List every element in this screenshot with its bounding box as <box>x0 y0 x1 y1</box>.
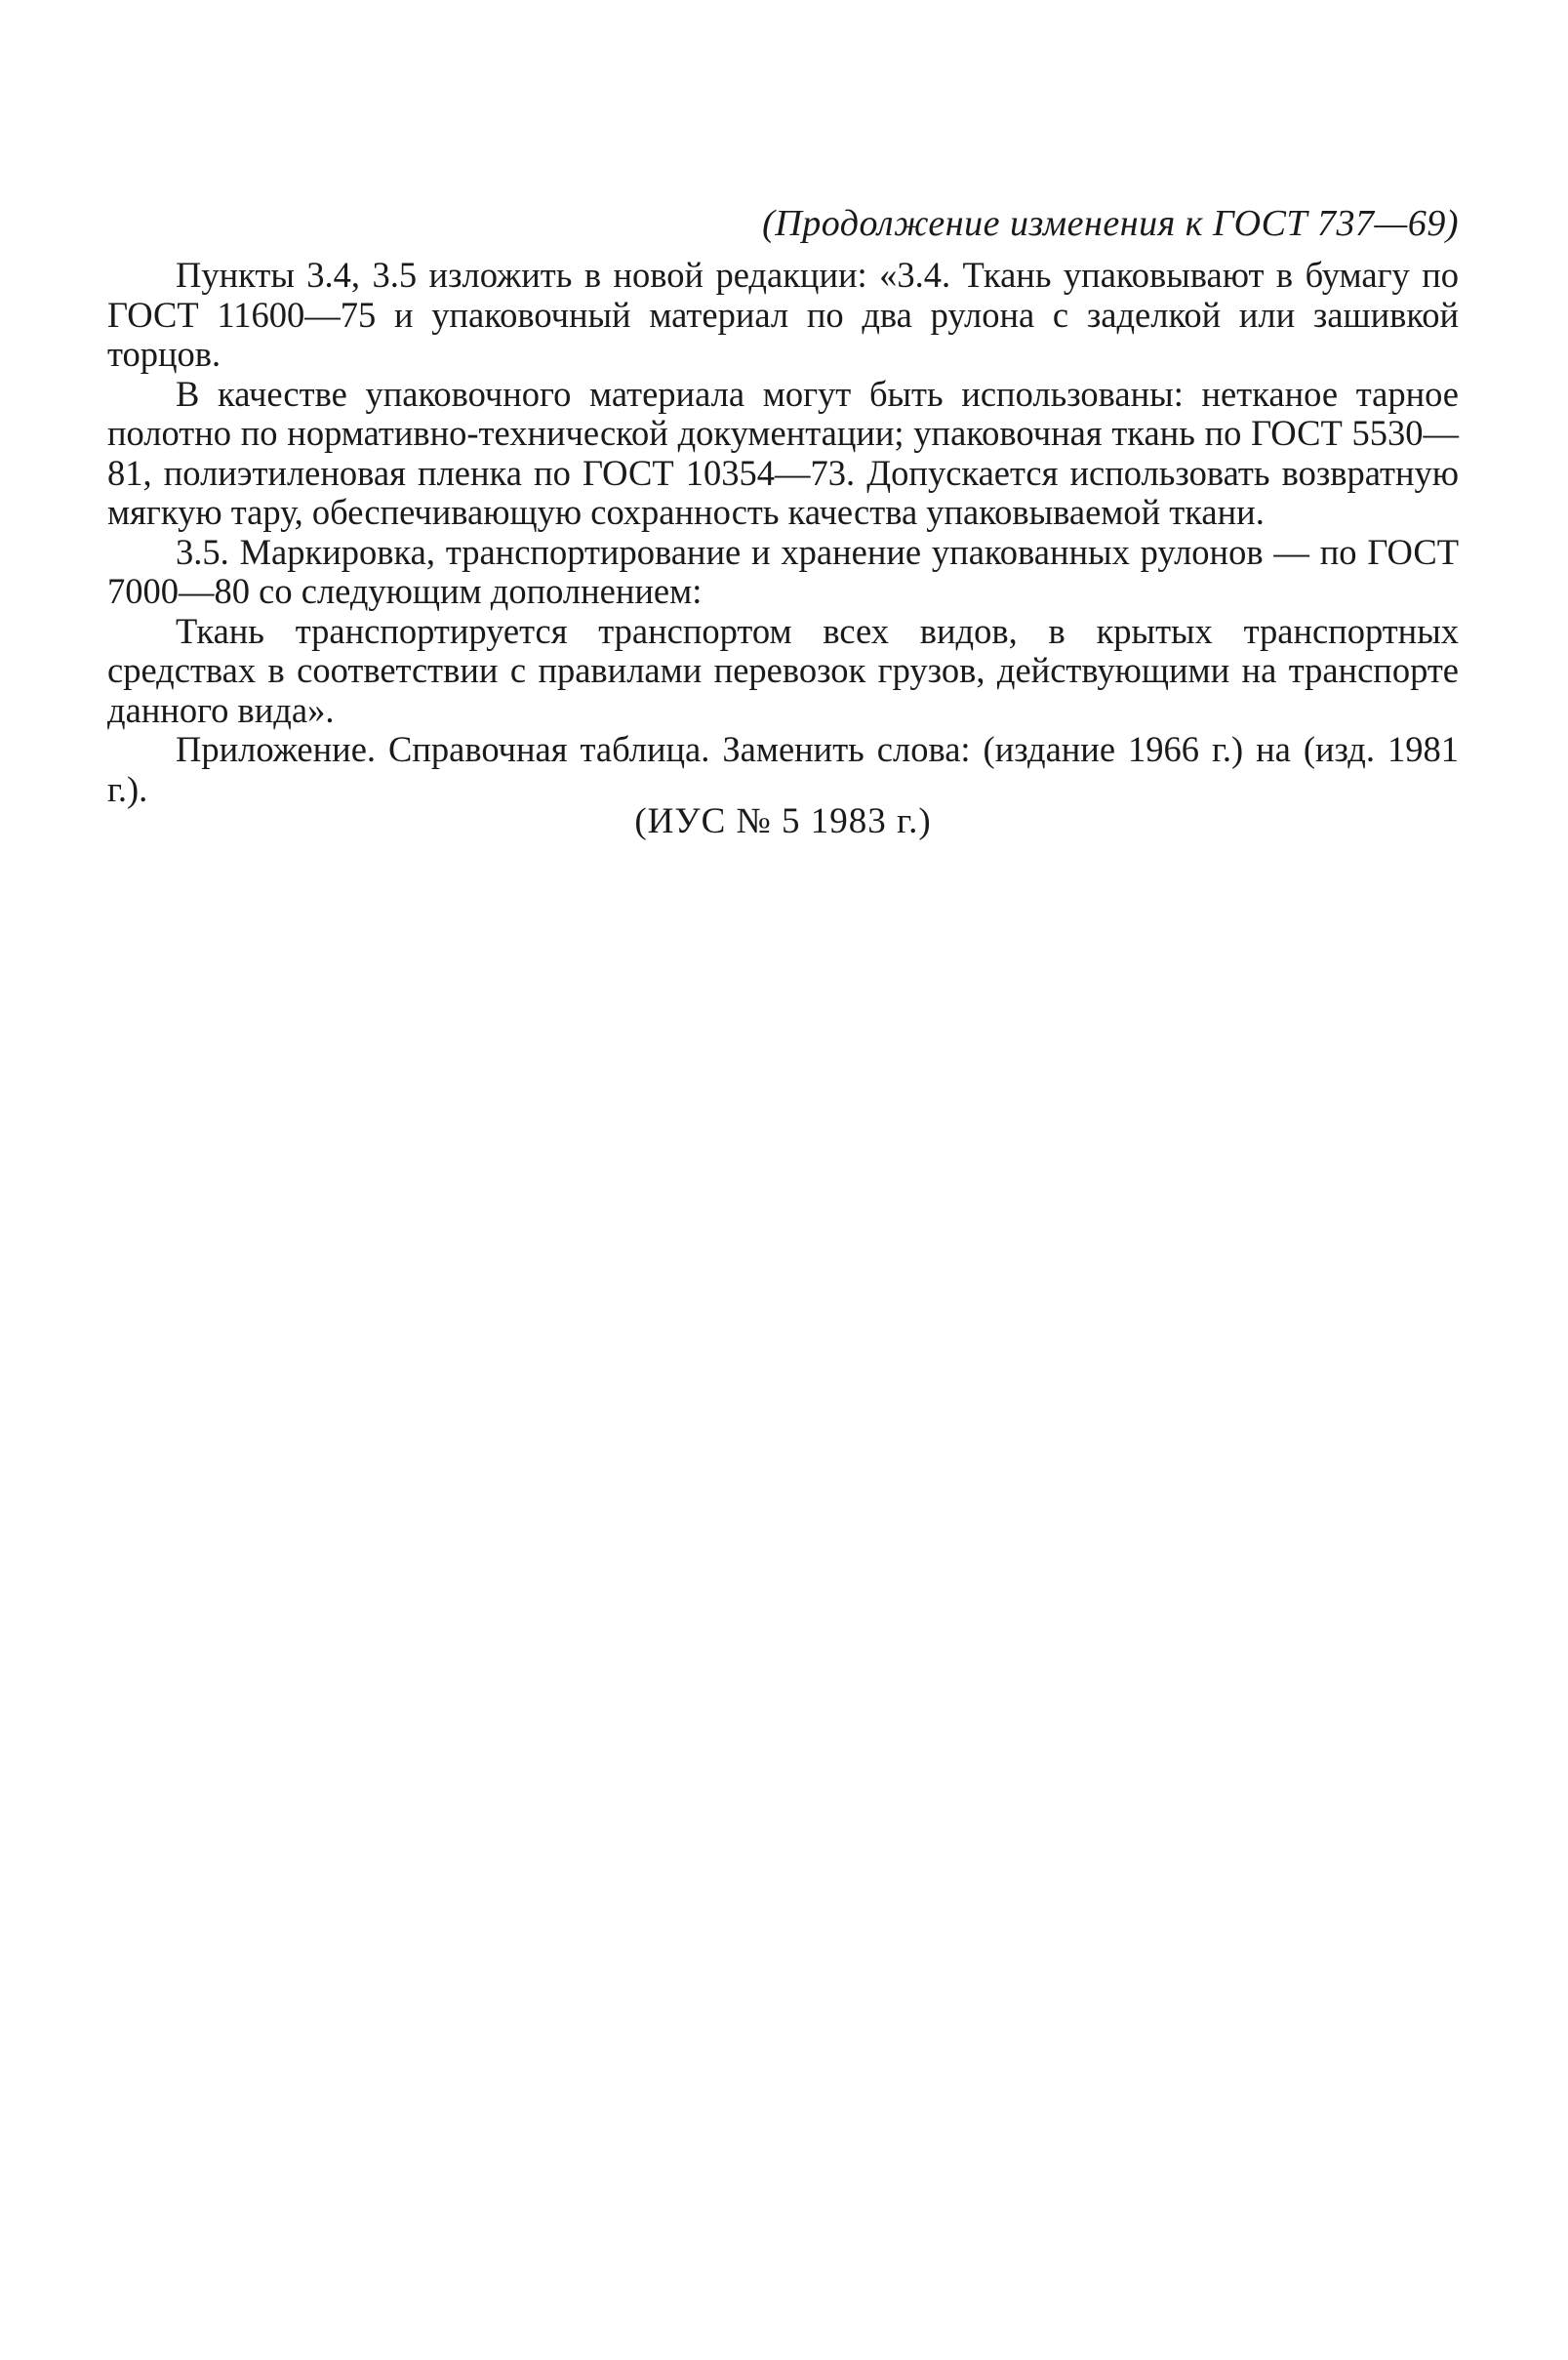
paragraph-item-3-5: 3.5. Маркировка, транспортирование и хранение упакованных рулонов — по ГОСТ 7000—80 со следующим дополнением: <box>107 531 1459 611</box>
ius-reference: (ИУС № 5 1983 г.) <box>634 801 932 841</box>
document-body <box>107 256 1459 809</box>
paragraph-appendix: Приложение. Справочная таблица. Заменить слова: (издание 1966 г.) на (изд. 1981 г.). <box>107 729 1459 809</box>
paragraph-packaging-materials: В качестве упаковочного материала могут быть использованы: нетканое тарное полотно по нормативно-технической документации; упаковочная ткань по ГОСТ 5530—81, полиэтиленовая пленка по ГОСТ 10354—73. Допускается использовать возвратную мягкую тару, обеспечивающую сохранность качества упаковываемой ткани. <box>107 373 1459 532</box>
paragraph-transport: Ткань транспортируется транспортом всех видов, в крытых транспортных средствах в соответствии с правилами перевозок грузов, действующими на транспорте данного вида». <box>107 610 1459 730</box>
continuation-header: (Продолжение изменения к ГОСТ 737—69) <box>762 203 1459 244</box>
paragraph-items-3-4-3-5: Пункты 3.4, 3.5 изложить в новой редакции: «3.4. Ткань упаковывают в бумагу по ГОСТ 11600—75 и упаковочный материал по два рулона с заделкой или зашивкой торцов. <box>107 255 1459 374</box>
